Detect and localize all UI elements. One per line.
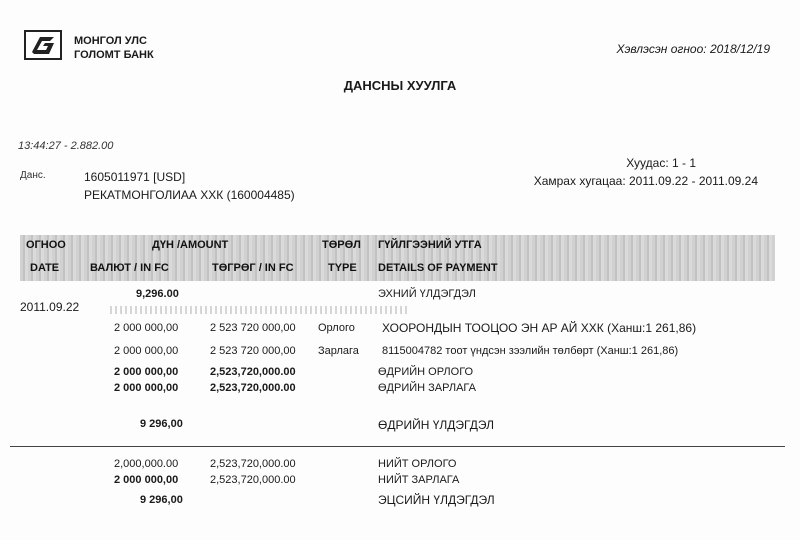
daily-expense-label: ӨДРИЙН ЗАРЛАГА xyxy=(378,382,476,394)
header-fc: ВАЛЮТ / IN FC xyxy=(90,262,169,274)
header-details-en: DETAILS OF PAYMENT xyxy=(378,262,498,274)
daily-expense-mnt: 2,523,720,000.00 xyxy=(210,382,296,394)
time-line: 13:44:27 - 2.882.00 xyxy=(18,140,114,152)
daily-income-label: ӨДРИЙН ОРЛОГО xyxy=(378,366,474,378)
total-income-mnt: 2,523,720,000.00 xyxy=(210,458,296,470)
bank-country: МОНГОЛ УЛС xyxy=(74,35,147,47)
header-type-mn: ТӨРӨЛ xyxy=(322,239,361,251)
daily-balance-label: ӨДРИЙН ҮЛДЭГДЭЛ xyxy=(378,418,494,432)
header-date-en: DATE xyxy=(30,262,60,274)
page-number: Хуудас: 1 - 1 xyxy=(626,156,696,170)
bank-name-block xyxy=(74,34,154,62)
header-details-mn: ГҮЙЛГЭЭНИЙ УТГА xyxy=(378,239,482,251)
transaction-date: 2011.09.22 xyxy=(20,300,80,314)
txn-1-fc: 2 000 000,00 xyxy=(114,322,179,334)
printed-date: Хэвлэсэн огноо: 2018/12/19 xyxy=(616,42,770,56)
bank-name: ГОЛОМТ БАНК xyxy=(74,49,154,61)
txn-1-type: Орлого xyxy=(318,322,355,334)
divider xyxy=(10,446,785,447)
scan-smudge xyxy=(110,306,410,314)
total-income-fc: 2,000,000.00 xyxy=(114,458,179,470)
header-date-mn: ОГНОО xyxy=(26,239,66,251)
txn-1-details: ХООРОНДЫН ТООЦОО ЭН АР АЙ ХХК (Ханш:1 261,86) xyxy=(382,321,697,335)
page-title: ДАНСНЫ ХУУЛГА xyxy=(343,78,457,93)
account-holder: РЕКАТМОНГОЛИАА ХХК (160004485) xyxy=(84,188,295,202)
txn-2-type: Зарлага xyxy=(318,345,359,357)
daily-income-mnt: 2,523,720,000.00 xyxy=(210,366,296,378)
txn-2-fc: 2 000 000,00 xyxy=(114,345,179,357)
golomt-logo-icon xyxy=(24,30,62,60)
statement-period: Хамрах хугацаа: 2011.09.22 - 2011.09.24 xyxy=(533,174,758,188)
txn-1-mnt: 2 523 720 000,00 xyxy=(210,322,296,334)
total-income-label: НИЙТ ОРЛОГО xyxy=(378,458,457,470)
daily-income-fc: 2 000 000,00 xyxy=(114,366,179,378)
header-mnt: ТӨГРӨГ / IN FC xyxy=(212,262,294,274)
header-type-en: TYPE xyxy=(328,262,357,274)
closing-balance-label: ЭЦСИЙН ҮЛДЭГДЭЛ xyxy=(378,493,495,507)
opening-balance-fc: 9,296.00 xyxy=(136,288,179,300)
closing-balance-fc: 9 296,00 xyxy=(140,494,183,506)
opening-balance-label: ЭХНИЙ ҮЛДЭГДЭЛ xyxy=(378,288,476,300)
account-number: 1605011971 [USD] xyxy=(84,170,186,184)
total-expense-mnt: 2,523,720,000.00 xyxy=(210,474,296,486)
txn-2-details: 8115004782 тоот үндсэн зээлийн төлбөрт (Ханш:1 261,86) xyxy=(382,345,679,357)
total-expense-fc: 2 000 000,00 xyxy=(114,474,179,486)
txn-2-mnt: 2 523 720 000,00 xyxy=(210,345,296,357)
account-label: Данс. xyxy=(20,170,46,181)
total-expense-label: НИЙТ ЗАРЛАГА xyxy=(378,474,460,486)
header-amount: ДҮН /AMOUNT xyxy=(152,239,229,251)
daily-expense-fc: 2 000 000,00 xyxy=(114,382,179,394)
daily-balance-fc: 9 296,00 xyxy=(140,418,183,430)
